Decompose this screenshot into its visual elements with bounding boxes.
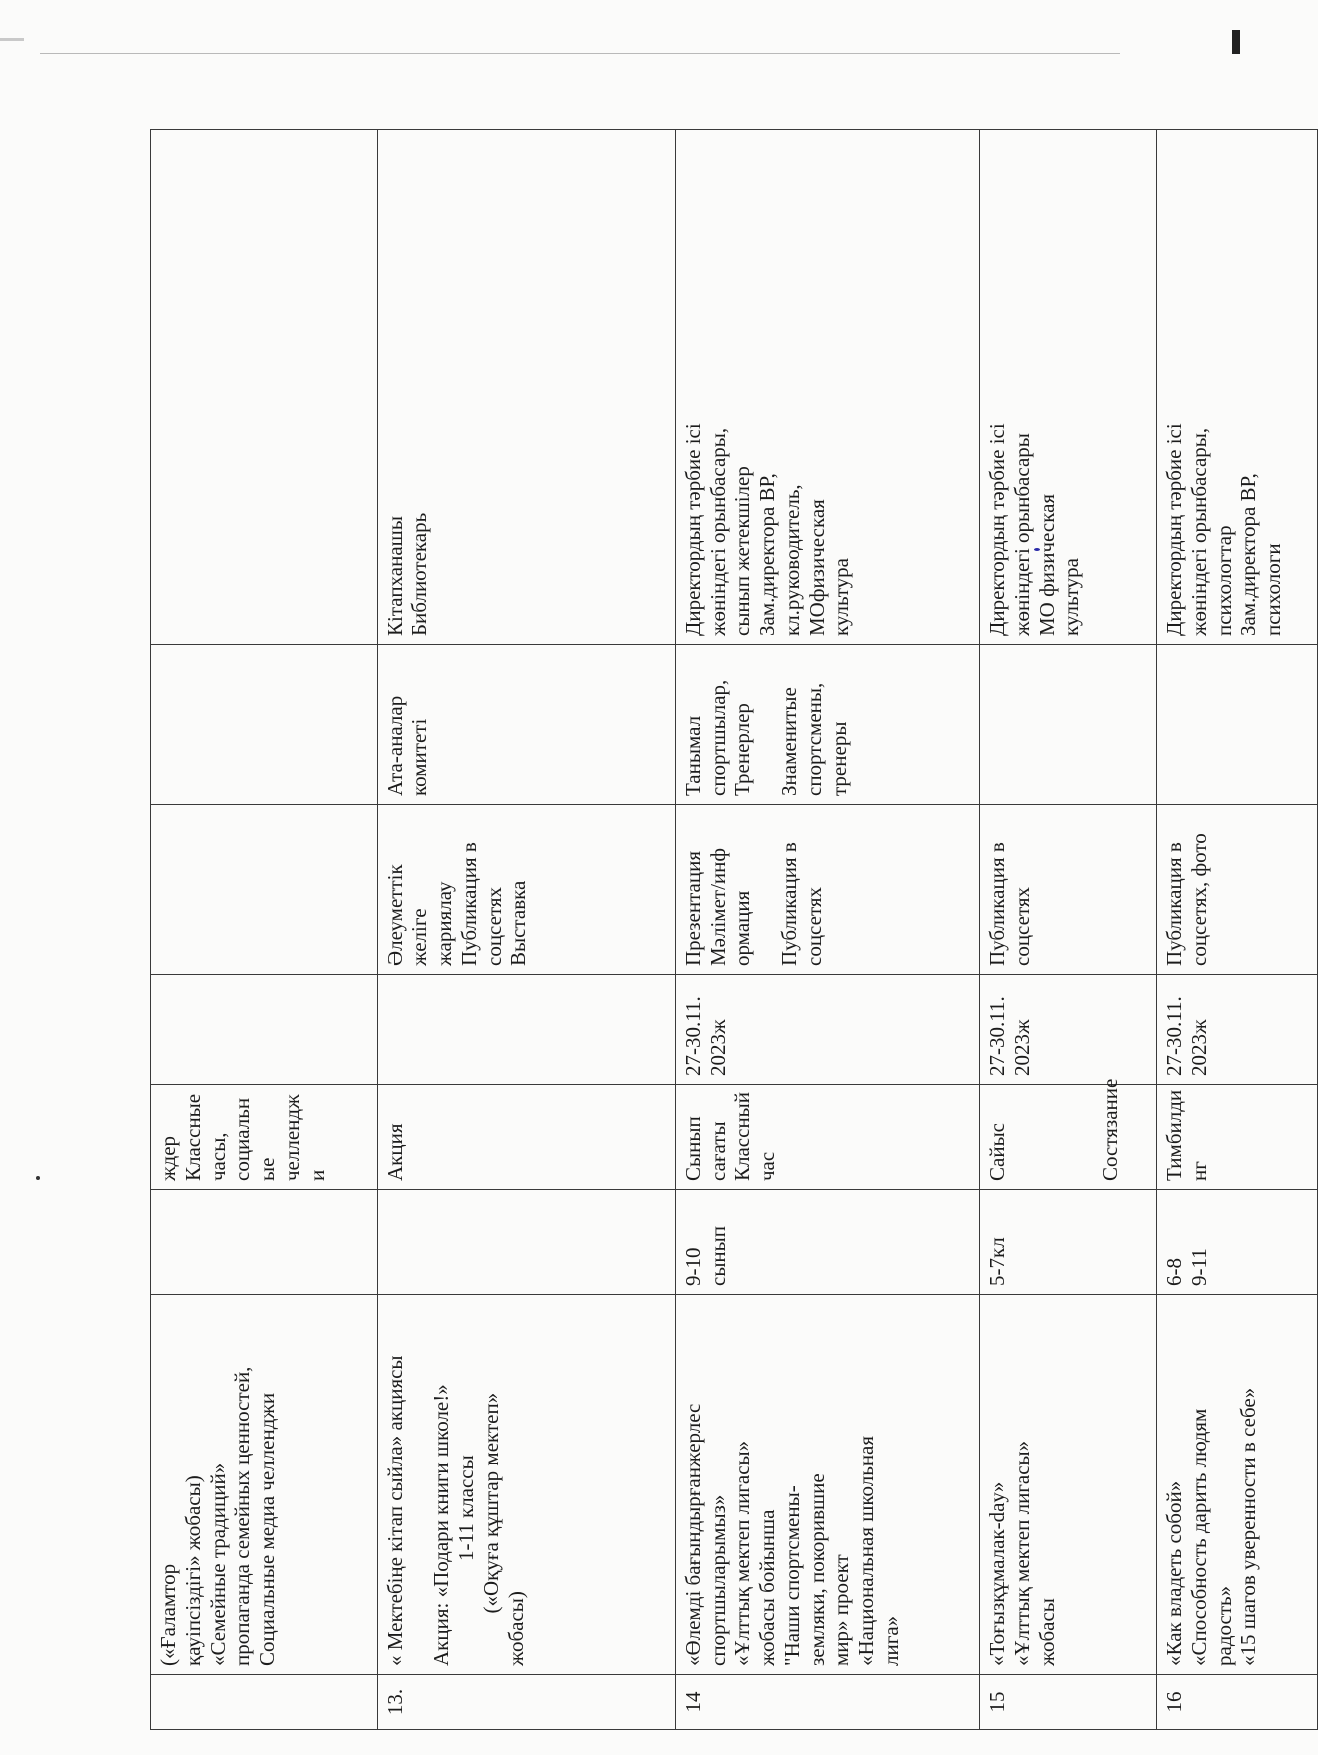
cell-line: Социальные медиа челленджи (255, 1392, 280, 1666)
partners-cell (377, 645, 675, 805)
cell-text: 14 (680, 1691, 705, 1713)
date-cell (979, 975, 1156, 1085)
cell-line: 27-30.11. (680, 996, 705, 1076)
cell-line: Кітапханашы (382, 516, 407, 636)
participants-cell (979, 1190, 1156, 1295)
cell-line: Мәлімет/инф (705, 847, 730, 966)
line-gap (755, 813, 777, 966)
cell-line: Состязание (1097, 1078, 1122, 1181)
result-cell (377, 805, 675, 975)
event-cell (979, 1295, 1156, 1675)
cell-line: соцсетях, фото (1186, 833, 1211, 966)
cell-line: Презентация (680, 851, 705, 966)
cell-line: жобасы (1034, 1598, 1059, 1666)
cell-line: Танымал (680, 715, 705, 796)
partners-cell (979, 645, 1156, 805)
row-number-cell (377, 1675, 675, 1730)
result-cell (151, 805, 378, 975)
edge-mark (1232, 30, 1240, 54)
cell-line: жөніндегі орынбасары, (705, 427, 730, 636)
form-cell (377, 1085, 675, 1190)
cell-line: спортшылар, (705, 679, 730, 796)
date-cell (1157, 975, 1318, 1085)
partners-cell (151, 645, 378, 805)
cell-line: ормация (730, 890, 755, 966)
date-cell (151, 975, 378, 1085)
cell-line: и (304, 1169, 329, 1181)
cell-line: жөніндегі орынбасары (1009, 433, 1034, 636)
cell-line: 2023ж (1009, 1019, 1034, 1076)
cell-line: «Тоғызқұмалак-day» (984, 1481, 1009, 1666)
cell-line: Акция (382, 1123, 407, 1181)
form-cell (151, 1085, 378, 1190)
cell-line: МО физическая (1034, 493, 1059, 636)
responsible-cell (979, 130, 1156, 645)
cell-line: 2023ж (1186, 1019, 1211, 1076)
cell-line: «Способность дарить людям (1186, 1408, 1211, 1666)
cell-line: «Семейные традиций» (205, 1462, 230, 1666)
cell-line: Выставка (506, 880, 531, 966)
cell-line: 9-11 (1186, 1248, 1211, 1286)
table-row (675, 130, 979, 1730)
cell-line: «Как владеть собой» (1162, 1480, 1187, 1666)
cell-line: Ата-аналар комитеті (382, 690, 432, 796)
cell-line: сағаты (705, 1121, 730, 1181)
cell-line: жөніндегі орынбасары, (1186, 427, 1211, 636)
cell-text: 16 (1162, 1691, 1187, 1713)
plan-table (150, 129, 1318, 1730)
cell-line: 9-10 сынып (680, 1225, 730, 1286)
cell-text: 15 (984, 1691, 1009, 1713)
cell-line: "Наши спортсмены- (779, 1485, 804, 1666)
participants-cell (675, 1190, 979, 1295)
cell-line: социальн (230, 1097, 255, 1181)
cell-line: Сынып (680, 1116, 705, 1181)
cell-line: 5-7кл (984, 1237, 1009, 1286)
table-row (1157, 130, 1318, 1730)
cell-line: қауіпсіздігі» жобасы) (180, 1475, 205, 1666)
partners-cell (675, 645, 979, 805)
cell-line: Классные (180, 1093, 205, 1181)
cell-line: психологтар (1211, 525, 1236, 636)
cell-line: нг (1186, 1161, 1211, 1181)
cell-line: Зам.директора ВР, (755, 473, 780, 636)
cell-line: кл.руководитель, (779, 484, 804, 636)
cell-line: Директордың тәрбие ісі (1162, 423, 1187, 636)
cell-line: спортсмены, (801, 682, 826, 796)
cell-text: 13. (382, 1688, 407, 1716)
participants-cell (377, 1190, 675, 1295)
cell-line: « Мектебіңе кітап сыйла» акциясы (382, 1355, 407, 1666)
cell-line: пропаганда семейных ценностей, (230, 1366, 255, 1666)
scan-speck (36, 1176, 40, 1180)
responsible-cell (151, 130, 378, 645)
cell-line: мир» проект (829, 1554, 854, 1666)
cell-line: 27-30.11. (1162, 996, 1187, 1076)
cell-line: соцсетях (801, 886, 826, 966)
cell-line: Публикация в (1162, 842, 1187, 966)
cell-line: «Национальная школьная (854, 1435, 879, 1666)
line-gap (1032, 1093, 1054, 1181)
responsible-cell (377, 130, 675, 645)
cell-line: Публикация в (456, 842, 481, 966)
event-cell (151, 1295, 378, 1675)
cell-line: культура (829, 558, 854, 636)
row-number-cell (675, 1675, 979, 1730)
cell-line: часы, (205, 1132, 230, 1181)
date-cell (675, 975, 979, 1085)
cell-line: 6-8 (1162, 1258, 1187, 1286)
cell-line: час (755, 1151, 780, 1181)
cell-line: жариялау (432, 881, 457, 966)
cell-line: Әлеуметтік желіге (382, 859, 432, 966)
cell-line: Сайыс (984, 1123, 1009, 1181)
cell-line: земляки, покорившие (804, 1473, 829, 1666)
result-cell (979, 805, 1156, 975)
cell-line: челлендж (279, 1094, 304, 1181)
cell-line: жобасы бойынша (755, 1509, 780, 1666)
form-cell (979, 1078, 1156, 1190)
cell-line: психологи (1261, 543, 1286, 636)
cell-line: 27-30.11. (984, 996, 1009, 1076)
form-cell (1157, 1085, 1318, 1190)
cell-line: Публикация в (777, 842, 802, 966)
responsible-cell (675, 130, 979, 645)
cell-line: Публикация в (984, 842, 1009, 966)
result-cell (1157, 805, 1318, 975)
participants-cell (1157, 1190, 1318, 1295)
cell-line: «Өлемді бағындырғанжерлес (680, 1403, 705, 1666)
cell-line: спортшыларымыз» (705, 1494, 730, 1666)
result-cell (675, 805, 979, 975)
line-gap (1010, 1093, 1032, 1181)
cell-line: Директордың тәрбие ісі (680, 423, 705, 636)
cell-line: «Ұлттық мектеп лигасы» (730, 1440, 755, 1666)
cell-line: лига» (878, 1615, 903, 1666)
cell-line: тренеры (826, 721, 851, 796)
cell-line: Знаменитые (777, 687, 802, 796)
cell-line: 2023ж (705, 1019, 730, 1076)
cell-line: («Оқуға құштар мектеп» (478, 1392, 503, 1614)
line-gap (1054, 1093, 1076, 1181)
cell-line: Библиотекарь (407, 512, 432, 636)
cell-line: Тренерлер (730, 703, 755, 796)
cell-line: культура (1059, 558, 1084, 636)
table-row (979, 130, 1156, 1730)
cell-line: («Ғаламтор (156, 1563, 180, 1666)
line-gap (755, 653, 777, 796)
event-cell (377, 1295, 675, 1675)
cell-line: ые (255, 1157, 280, 1181)
cell-line: Акция: «Подари книги школе!» (429, 1384, 454, 1666)
cell-line: «15 шагов уверенности в себе» (1236, 1387, 1261, 1666)
event-cell (675, 1295, 979, 1675)
cell-line: Директордың тәрбие ісі (984, 423, 1009, 636)
cell-line: сынып жетекшілер (730, 466, 755, 636)
row-number-cell (151, 1675, 378, 1730)
date-cell (377, 975, 675, 1085)
partners-cell (1157, 645, 1318, 805)
row-number-cell (1157, 1675, 1318, 1730)
event-cell (1157, 1295, 1318, 1675)
line-gap (407, 1303, 429, 1666)
cell-line: Тимбилди (1162, 1089, 1187, 1181)
row-number-cell (979, 1675, 1156, 1730)
rotated-table-wrapper (150, 130, 1318, 1730)
cell-line: МОфизическая (804, 499, 829, 636)
cell-line: Зам.директора ВР, (1236, 473, 1261, 636)
cell-line: 1-11 классы (454, 1455, 479, 1561)
cell-line: жобасы) (503, 1591, 528, 1666)
top-rule (40, 53, 1120, 54)
cell-line: радость» (1211, 1585, 1236, 1666)
line-gap (1076, 1093, 1098, 1181)
scan-smudge (0, 38, 24, 41)
responsible-cell (1157, 130, 1318, 645)
cell-line: соцсетях (481, 886, 506, 966)
form-cell (675, 1085, 979, 1190)
cell-line: Классный (730, 1091, 755, 1181)
table-row (377, 130, 675, 1730)
participants-cell (151, 1190, 378, 1295)
table-row (151, 130, 378, 1730)
cell-line: соцсетях (1009, 886, 1034, 966)
cell-line: ждер (156, 1135, 180, 1181)
cell-line: «Ұлттық мектеп лигасы» (1009, 1440, 1034, 1666)
